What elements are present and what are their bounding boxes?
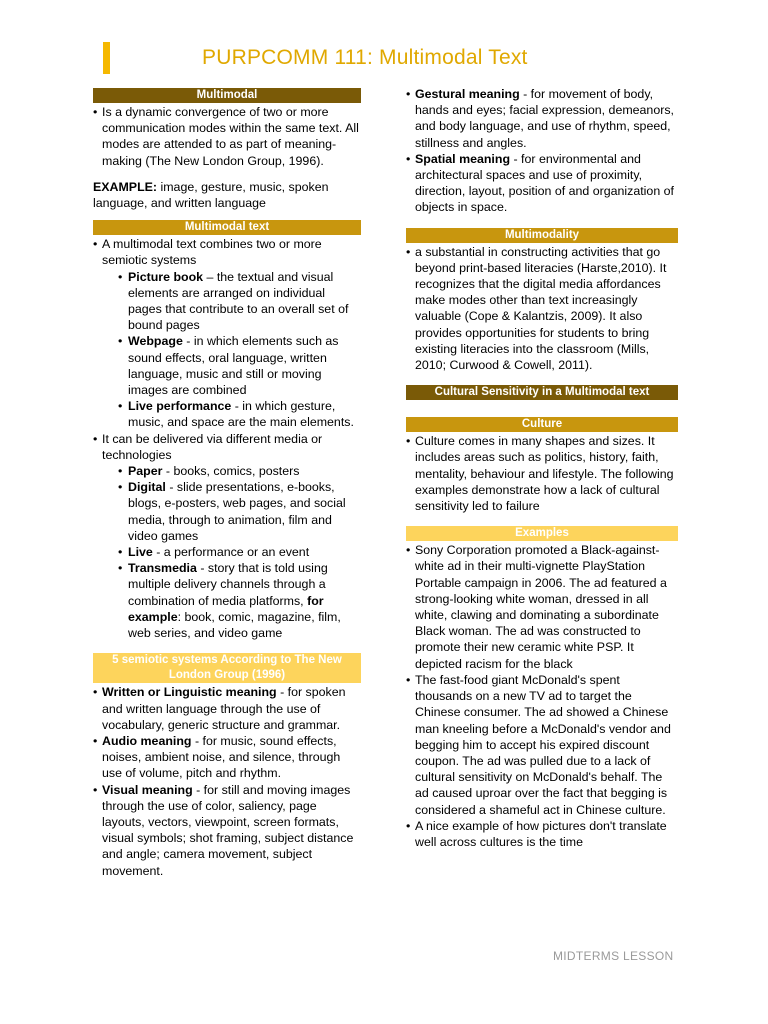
list-item: • A nice example of how pictures don't translate well across cultures is the time xyxy=(406,818,678,850)
section-header-multimodality: Multimodality xyxy=(406,228,678,243)
definition: – the textual and visual elements are arranged on individual pages that contribute to an overall set of bound pages xyxy=(128,269,349,333)
section-header-semiotic-systems: 5 semiotic systems According to The New London Group (1996) xyxy=(93,653,361,683)
spacer xyxy=(406,373,678,383)
list-item xyxy=(93,236,361,430)
list-item-text: It can be delivered via different media or technologies xyxy=(102,431,323,462)
spacer xyxy=(406,514,678,524)
list-item xyxy=(118,463,361,479)
section-header-multimodal-text: Multimodal text xyxy=(93,220,361,235)
definition: - for still and moving images through the use of color, saliency, page layouts, vectors, viewpoint, screen formats, visual symbols; shot framing, subject distance and angle; camera movement, subject movement. xyxy=(102,782,354,878)
list-item xyxy=(93,684,361,733)
list-item: • Culture comes in many shapes and sizes. It includes areas such as politics, history, faith, mentality, behaviour and lifestyle. The following examples demonstrate how a lack of cultural sensitivity led to failure xyxy=(406,433,678,514)
list-item: • The fast-food giant McDonald's spent thousands on a new TV ad to target the Chinese consumer. The ad showed a Chinese man kneeling before a McDonald's vendor and begging him to accept his expired discount coupon. The ad was pulled due to a lack of cultural sensitivity on McDonald's behalf. The ad caused uproar over the fact that begging is considered a shameful act in Chinese culture. xyxy=(406,672,678,818)
section-header-multimodal: Multimodal xyxy=(93,88,361,103)
section-header-culture: Culture xyxy=(406,417,678,432)
term: Picture book xyxy=(128,269,204,284)
right-column xyxy=(406,86,678,850)
section-header-examples: Examples xyxy=(406,526,678,541)
definition: - in which elements such as sound effects, oral language, written language, music and still or moving images are combined xyxy=(128,334,339,398)
left-column xyxy=(93,86,361,879)
footer-label: MIDTERMS LESSON xyxy=(553,949,674,963)
term: Live performance xyxy=(128,399,232,414)
definition: - for movement of body, hands and eyes; facial expression, demeanors, and body language, and use of rhythm, speed, stillness and angles. xyxy=(415,87,674,150)
term: Live xyxy=(128,545,153,560)
example-text: image, gesture, music, spoken language, and written language xyxy=(93,179,329,211)
list-item: • a substantial in constructing activities that go beyond print-based literacies (Harste,2010). It recognizes that the digital media affordances make modes other than text increasingly valuable (Cope & Kalantzis, 2009). It also provides opportunities for students to bring existing literacies into the classroom (Mills, 2010; Curwood & Cowell, 2011). xyxy=(406,244,678,374)
examples-list xyxy=(406,542,678,850)
term: Written or Linguistic meaning xyxy=(102,685,277,700)
term: Visual meaning xyxy=(102,782,193,797)
multimodal-text-types xyxy=(118,269,361,431)
definition: - for music, sound effects, noises, ambient noise, and silence, through use of volume, pitch and rhythm. xyxy=(102,733,341,781)
definition: - for spoken and written language through the use of vocabulary, generic structure and grammar. xyxy=(102,685,346,732)
term: Spatial meaning xyxy=(415,151,511,166)
term: Transmedia xyxy=(128,561,197,576)
list-item xyxy=(118,479,361,544)
term-emphasis: for example xyxy=(128,593,324,624)
term: Paper xyxy=(128,464,163,479)
culture-list xyxy=(406,433,678,514)
term: Webpage xyxy=(128,334,183,349)
definition: - books, comics, posters xyxy=(162,464,300,479)
title-accent-bar xyxy=(103,42,110,74)
spacer xyxy=(406,401,678,415)
semiotic-list xyxy=(93,684,361,878)
spacer xyxy=(406,216,678,226)
semiotic-list-continued xyxy=(406,86,678,216)
section-header-cultural-sensitivity: Cultural Sensitivity in a Multimodal text xyxy=(406,385,678,400)
definition: : book, comic, magazine, film, web series, and video game xyxy=(128,609,341,641)
list-item xyxy=(118,544,361,560)
multimodal-list xyxy=(93,104,361,169)
media-types xyxy=(118,463,361,641)
definition: - story that is told using multiple delivery channels through a combination of media platforms, xyxy=(128,561,328,608)
list-item xyxy=(118,269,361,334)
definition: - for environmental and architectural spaces and use of proximity, direction, layout, position of and organization of objects in space. xyxy=(415,151,674,215)
definition: - a performance or an event xyxy=(152,545,310,560)
list-item xyxy=(93,431,361,642)
example-paragraph xyxy=(93,179,361,211)
definition: - slide presentations, e-books, blogs, e-posters, web pages, and social media, through to animation, film and video games xyxy=(128,480,346,543)
list-item xyxy=(406,151,678,216)
list-item xyxy=(118,333,361,398)
definition: - in which gesture, music, and space are the main elements. xyxy=(128,399,354,430)
list-item: • Is a dynamic convergence of two or more communication modes within the same text. All modes are attended to as part of meaning-making (The New London Group, 1996). xyxy=(93,104,361,169)
multimodality-list xyxy=(406,244,678,374)
term: Audio meaning xyxy=(102,733,192,748)
list-item xyxy=(93,782,361,879)
page-title: PURPCOMM 111: Multimodal Text xyxy=(202,46,528,69)
list-item xyxy=(406,86,678,151)
list-item xyxy=(118,560,361,641)
term: Gestural meaning xyxy=(415,87,520,101)
list-item xyxy=(118,398,361,430)
term: Digital xyxy=(128,480,166,495)
list-item xyxy=(93,733,361,782)
list-item: • Sony Corporation promoted a Black-against-white ad in their multi-vignette PlayStation Portable campaign in 2006. The ad featured a strong-looking white woman, dressed in all white, clawing and dominating a subordinate Black woman. The ad was constructed to promote their new ceramic white PSP. It depicted racism for the black xyxy=(406,542,678,672)
list-item-text: A multimodal text combines two or more semiotic systems xyxy=(102,237,322,268)
multimodal-text-list xyxy=(93,236,361,641)
example-label: EXAMPLE: xyxy=(93,179,158,194)
spacer xyxy=(93,641,361,651)
